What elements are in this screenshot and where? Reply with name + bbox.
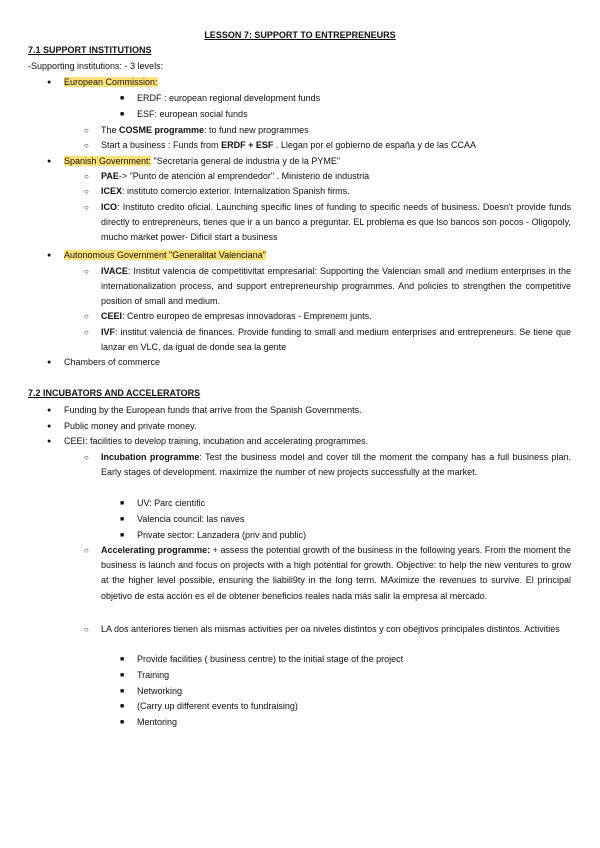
list-item-funding: ● Funding by the European funds that arrive from the Spanish Governments. xyxy=(64,405,362,416)
bold-span: CEEI xyxy=(101,311,123,321)
list-item-accelerating xyxy=(101,543,571,604)
list-item-autonomous-government xyxy=(64,250,266,261)
list-item-esf: ■ ESF: european social funds xyxy=(137,109,248,120)
section-heading-7-2: 7.2 INCUBATORS AND ACCELERATORS xyxy=(28,388,201,398)
highlight-text: Autonomous Government "Generalitat Valenciana" xyxy=(64,250,266,260)
list-item-public-money: ● Public money and private money. xyxy=(64,421,196,432)
list-item-incubation xyxy=(101,450,571,480)
list-item-ceei xyxy=(101,311,372,322)
bold-span: ICEX xyxy=(101,186,123,196)
page-title: LESSON 7: SUPPORT TO ENTREPRENEURS xyxy=(204,30,396,40)
list-item-ivf xyxy=(101,325,571,355)
list-item-start-business xyxy=(101,140,476,151)
list-item-cosme xyxy=(101,125,309,136)
text-span: "Secretaría general de industria y de la PYME" xyxy=(151,156,341,166)
list-item-valencia-council: ■ Valencia council: las naves xyxy=(137,514,244,525)
list-item-ivace xyxy=(101,264,571,310)
list-item-la-dos: ○ LA dos anteriores tienen als mismas activities per oa niveles distintos y con obejtivos principales distintos. Activities xyxy=(101,622,571,637)
bold-span: ICO xyxy=(101,202,118,212)
list-item-uv: ■ UV: Parc cientific xyxy=(137,498,205,509)
text-span: : institut valencià de finances. Provide funding to small and medium enterprises and entrepreneurs. Se tiene que lanzar en VLC, da igual de donde sea la gente xyxy=(101,327,571,353)
bold-span: COSME programme xyxy=(119,125,205,135)
list-item-activity-mentoring: ■ Mentoring xyxy=(137,717,177,728)
text-span: : to fund new programmes xyxy=(204,125,309,135)
text-span: -> "Punto de atención al emprendedor" . Ministerio de industria xyxy=(118,171,370,181)
list-item-ico xyxy=(101,200,571,246)
list-item-ceei-facilities: ● CEEI: facilities to develop training, incubation and accelerating programmes. xyxy=(64,436,368,447)
highlight-text: European Commission: xyxy=(64,77,158,87)
list-item-activity-training: ■ Training xyxy=(137,670,169,681)
list-item-pae xyxy=(101,171,369,182)
bold-span: IVF xyxy=(101,327,116,337)
text-span: : instituto comercio exterior. Internalization Spanish firms. xyxy=(122,186,350,196)
list-item-activity-networking: ■ Networking xyxy=(137,686,182,697)
list-item-chambers: ● Chambers of commerce xyxy=(64,357,160,368)
bold-span: Accelerating programme: xyxy=(101,545,211,555)
text-span: : Institut valencia de competitivitat empresarial: Supporting the Valencian small and medium enterprises in the internationalization process, and support entrepreneurship programmes. And policies to strengthen the competitive position of small and medium. xyxy=(101,266,571,307)
text-span: : Test the business model and cover till the moment the company has a full business plan. Early stages of development. maximize the number of new projects successfully at the market. xyxy=(101,452,571,478)
list-item-activity-events: ■ (Carry up different events to fundraising) xyxy=(137,701,298,712)
text-span: Start a business : Funds from xyxy=(101,140,222,150)
highlight-text: Spanish Government: xyxy=(64,156,152,166)
text-span: The xyxy=(101,125,120,135)
bold-span: PAE xyxy=(101,171,119,181)
text-span: : Centro europeo de empresas innovadoras - Emprenem junts. xyxy=(122,311,372,321)
intro-line: -Supporting institutions: - 3 levels: xyxy=(28,61,164,71)
text-span: . Llegan por el gobierno de españa y de las CCAA xyxy=(273,140,476,150)
text-span: : Instituto credito oficial. Launching specific lines of funding to specific needs of business. Doesn't provide funds directly to entrepreneurs, tienes que ir a un banco a preguntar. EL problema es que lso bancos son pocos - Oligopoly, mucho market power- Dificil start a business xyxy=(101,202,571,243)
list-item-european-commission xyxy=(64,77,158,88)
list-item-icex xyxy=(101,186,350,197)
list-item-erdf: ■ ERDF : european regional development funds xyxy=(137,93,320,104)
bold-span: Incubation programme xyxy=(101,452,200,462)
list-item-private-sector: ■ Private sector: Lanzadera (priv and public) xyxy=(137,530,306,541)
bold-span: IVACE xyxy=(101,266,128,276)
section-heading-7-1: 7.1 SUPPORT INSTITUTIONS xyxy=(28,45,152,55)
list-item-spanish-government xyxy=(64,156,340,167)
bold-span: ERDF + ESF xyxy=(221,140,274,150)
text-span: + assess the potential growth of the business in the following years. From the moment the business is launch and focus on projects with a high potential for growth. Objective: to help the new ventures to grow at the higher level possible, ensuring the liabili9ty in the long term. MAximize the revenues to survive. El principal objetivo de esta acción es el de obtener beneficios reales nada más salir la empresa al mercado. xyxy=(101,545,571,601)
list-item-activity-facilities: ■ Provide facilities ( business centre) to the initial stage of the project xyxy=(137,654,403,665)
